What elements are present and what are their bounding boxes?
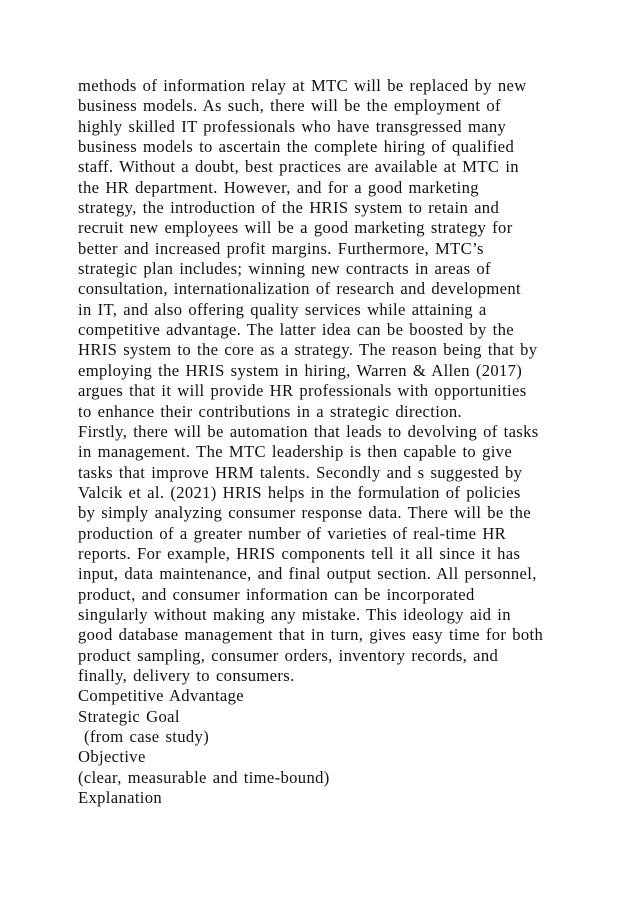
text-line: better and increased profit margins. Furthermore, MTC’s [78,238,484,258]
text-line: strategic plan includes; winning new contracts in areas of [78,259,491,279]
text-line: Valcik et al. (2021) HRIS helps in the formulation of policies [78,482,521,502]
text-line: Strategic Goal [78,706,180,726]
text-line: recruit new employees will be a good marketing strategy for [78,218,513,238]
text-line: production of a greater number of varieties of real-time HR [78,523,507,543]
text-line: good database management that in turn, gives easy time for both [78,625,544,645]
text-line: in management. The MTC leadership is then capable to give [78,442,513,462]
text-line: business models to ascertain the complete hiring of qualified [78,137,515,157]
text-line: strategy, the introduction of the HRIS system to retain and [78,198,500,218]
text-line: (from case study) [78,727,210,746]
text-line: input, data maintenance, and final output section. All personnel, [78,564,537,584]
text-line: the HR department. However, and for a good marketing [78,177,479,197]
text-line: staff. Without a doubt, best practices are available at MTC in [78,157,519,177]
text-line: finally, delivery to consumers. [78,665,295,685]
text-line: employing the HRIS system in hiring, Warren & Allen (2017) [78,360,523,380]
text-line: consultation, internationalization of research and development [78,279,521,299]
text-line: tasks that improve HRM talents. Secondly and s suggested by [78,462,523,482]
text-line: competitive advantage. The latter idea can be boosted by the [78,320,514,340]
text-line: singularly without making any mistake. This ideology aid in [78,604,511,624]
document-body [78,76,543,808]
text-line: to enhance their contributions in a strategic direction. [78,401,462,421]
text-line: Firstly, there will be automation that leads to devolving of tasks [78,421,539,441]
text-line: HRIS system to the core as a strategy. The reason being that by [78,340,538,360]
text-line: business models. As such, there will be the employment of [78,96,501,116]
text-line: (clear, measurable and time-bound) [78,767,330,787]
text-line: argues that it will provide HR professionals with opportunities [78,381,527,401]
text-line: product, and consumer information can be incorporated [78,584,475,604]
text-line: by simply analyzing consumer response data. There will be the [78,503,531,523]
text-line: Explanation [78,788,163,808]
text-line: highly skilled IT professionals who have transgressed many [78,116,507,136]
text-line: reports. For example, HRIS components tell it all since it has [78,543,521,563]
text-line: methods of information relay at MTC will be replaced by new [78,76,527,95]
text-line: product sampling, consumer orders, inventory records, and [78,645,499,665]
text-line: Objective [78,747,146,767]
text-line: in IT, and also offering quality services while attaining a [78,299,487,319]
text-line: Competitive Advantage [78,686,244,706]
